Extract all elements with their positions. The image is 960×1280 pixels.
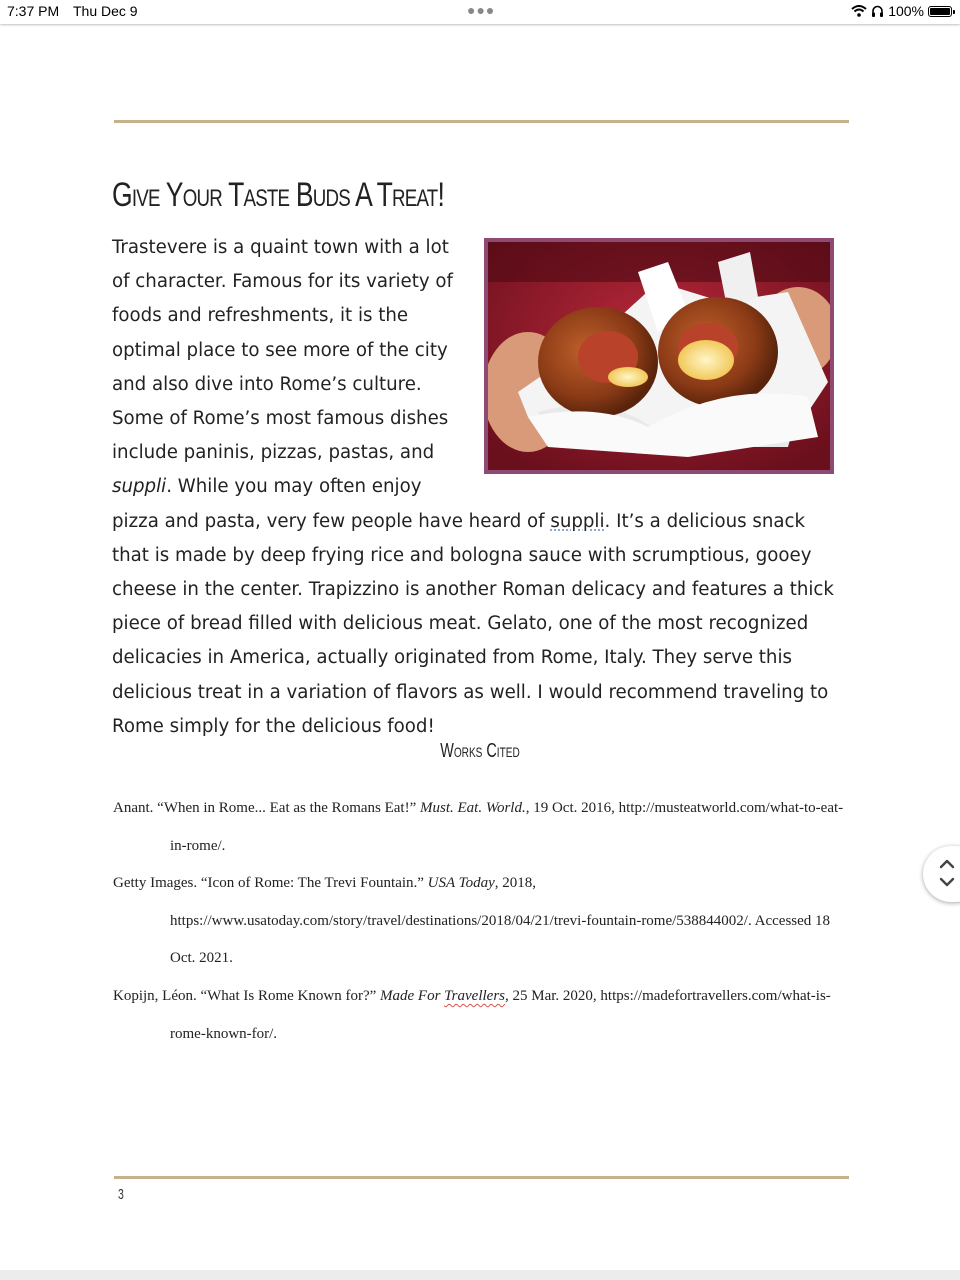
page-number: 3 [118, 1186, 124, 1203]
citation-source: Made For [380, 987, 445, 1004]
status-indicators [851, 3, 952, 19]
citation-source: USA Today [427, 875, 495, 892]
citation-text: Kopijn, Léon. “What Is Rome Known for?” [113, 987, 381, 1004]
bottom-edge [0, 1270, 960, 1280]
citation-text: Getty Images. “Icon of Rome: The Trevi Fountain.” [113, 875, 428, 892]
multitasking-dots-icon[interactable]: ●●● [467, 2, 496, 18]
status-date: Thu Dec 9 [73, 3, 138, 19]
paragraph-text-1: Trastevere is a quaint town with a lot of character. Famous for its variety of foods and refreshments, it is the optimal place to see more of the city and also dive into Rome’s culture. Some of Rome’s most famous dishes include paninis, pizzas, pastas, and [112, 237, 453, 464]
wifi-icon [851, 5, 867, 17]
battery-icon [928, 6, 952, 17]
citation-text: , 2018, https://www.usatoday.com/story/travel/destinations/2018/04/21/trevi-fountain-rome/538844002/. Accessed 18 Oct. 2021. [170, 875, 831, 967]
spellcheck-word-travellers[interactable]: Travellers [444, 987, 506, 1004]
page-heading: Give Your Taste Buds A Treat! [112, 176, 445, 214]
paragraph-text-3: . It’s a delicious snack that is made by deep frying rice and bologna sauce with scrumptious, gooey cheese in the center. Trapizzino is another Roman delicacy and features a thick piece of bread filled with delicious meat. Gelato, one of the most recognized delicacies in America, actually originated from Rome, Italy. They serve this delicious treat in a variation of flavors as well. I would recommend traveling to Rome simply for the delicious food! [112, 510, 834, 737]
paragraph-text-2: . While you may often enjoy pizza and pasta, very few people have heard of [112, 476, 551, 532]
body-paragraph [112, 231, 842, 744]
works-cited-heading: Works Cited [440, 740, 520, 762]
citation-item [113, 865, 853, 978]
page-scroll-handle[interactable] [923, 846, 960, 902]
citation-source: Must. Eat. World. [420, 800, 526, 816]
status-time: 7:37 PM [7, 3, 60, 19]
works-cited-list [113, 790, 853, 1053]
image-wrap-spacer [470, 231, 842, 485]
header-rule [114, 120, 849, 123]
citation-text: , 19 Oct. 2016, http://musteatworld.com/what-to-eat-in-rome/. [170, 800, 844, 854]
chevron-up-down-icon[interactable] [937, 856, 957, 890]
citation-item [113, 978, 853, 1053]
spellcheck-word-suppli[interactable]: suppli [550, 510, 605, 532]
footer-rule [114, 1176, 849, 1179]
citation-item [113, 790, 853, 865]
status-bar [0, 0, 960, 24]
citation-text: , 25 Mar. 2020, https://madefortravellers.com/what-is-rome-known-for/. [170, 987, 831, 1042]
battery-percent: 100% [888, 3, 924, 19]
citation-text: Anant. “When in Rome... Eat as the Romans Eat!” [113, 800, 420, 816]
paragraph-italic-suppli: suppli [112, 476, 167, 498]
headphones-icon [871, 5, 884, 18]
